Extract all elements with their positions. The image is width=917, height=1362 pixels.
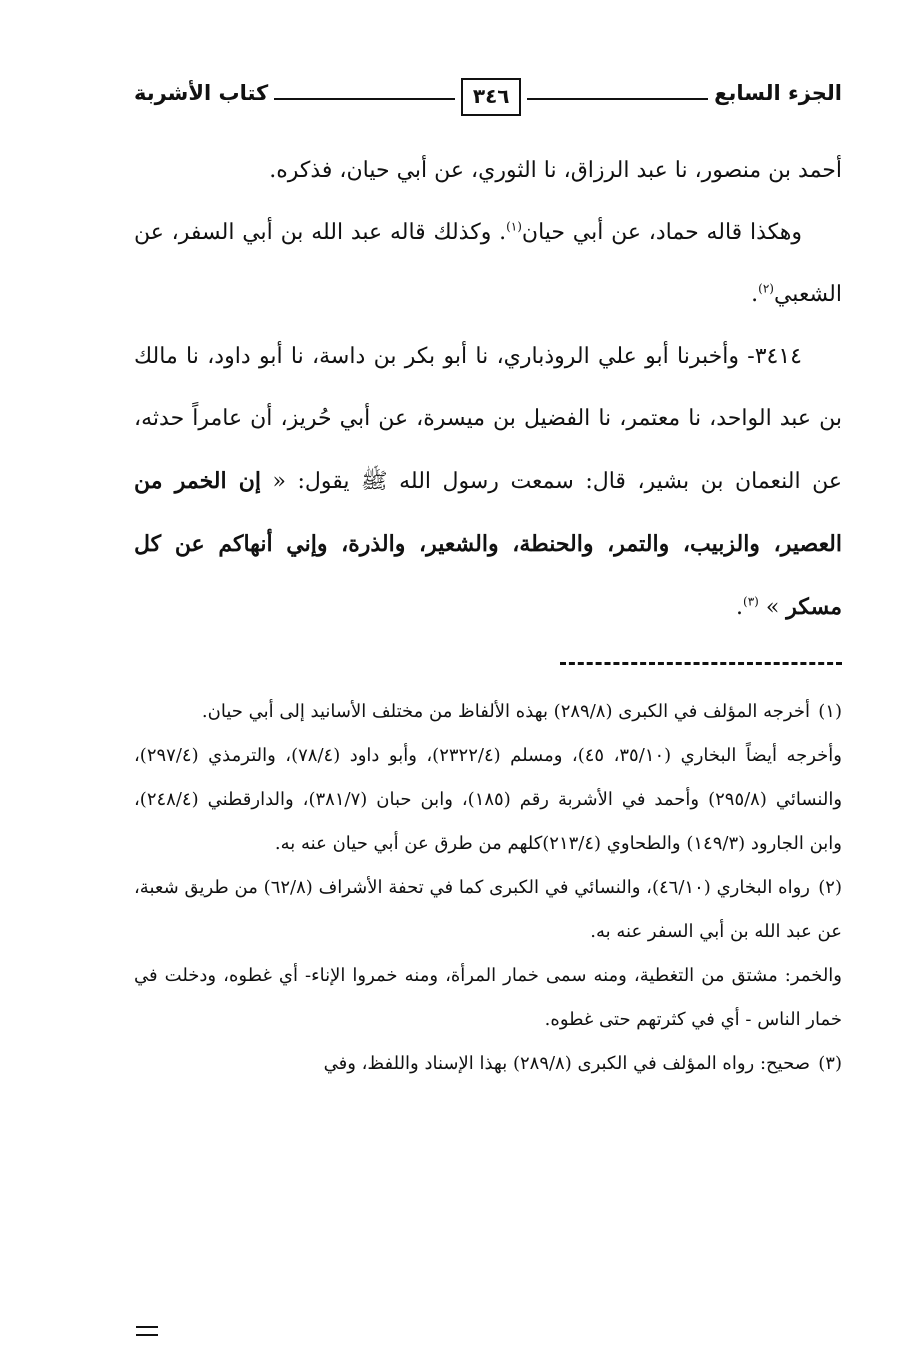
- footnotes: [134, 690, 842, 1086]
- paragraph-2-text-a: وهكذا قاله حماد، عن أبي حيان: [521, 220, 802, 245]
- header-rule-right: [527, 98, 708, 100]
- footnote-3-number: (٣): [818, 1053, 842, 1074]
- page-header: [134, 64, 842, 122]
- page-number: ٣٤٦: [461, 78, 522, 116]
- footnote-1-number: (١): [818, 701, 842, 722]
- paragraph-2-text-b: . وكذلك قاله عبد الله بن أبي السفر، عن الشعبي: [134, 220, 842, 307]
- continuation-mark: [136, 1326, 158, 1336]
- paragraph-1: [134, 140, 842, 202]
- paragraph-3: [134, 326, 842, 639]
- paragraph-3-text-a: ٣٤١٤- وأخبرنا أبو علي الروذباري، نا أبو بكر بن داسة، نا أبو داود، نا مالك بن عبد الواحد، نا معتمر، نا الفضيل بن ميسرة، عن أبي حُريز، أن عامراً حدثه، عن النعمان بن بشير، قال: سمعت رسول الله ﷺ يقول: «: [134, 344, 842, 494]
- footnote-2: [134, 866, 842, 954]
- footnote-1-continued: [134, 734, 842, 866]
- volume-label: الجزء السابع: [714, 81, 842, 105]
- footnote-1: [134, 690, 842, 734]
- footnote-2-text-b: والخمر: مشتق من التغطية، ومنه سمى خمار المرأة، ومنه خمروا الإناء- أي غطوه، ودخلت في خمار الناس - أي في كثرتهم حتى غطوه.: [134, 965, 842, 1030]
- footnote-1-text-b: وأخرجه أيضاً البخاري (٣٥/١٠، ٤٥)، ومسلم (٢٣٢٢/٤)، وأبو داود (٧٨/٤)، والترمذي (٢٩٧/٤)، والنسائي (٢٩٥/٨) وأحمد في الأشربة رقم (١٨٥)، وابن حبان (٣٨١/٧)، والدارقطني (٢٤٨/٤)، وابن الجارود (١٤٩/٣) والطحاوي (٢١٣/٤)كلهم من طرق عن أبي حيان عنه به.: [134, 745, 843, 854]
- footnote-separator: [560, 662, 842, 665]
- paragraph-3-end: .: [736, 595, 744, 620]
- paragraph-3-text-b: »: [758, 595, 787, 620]
- hadith-text: إن الخمر من العصير، والزبيب، والتمر، والحنطة، والشعير، والذرة، وإني أنهاكم عن كل مسكر: [134, 468, 842, 620]
- footnote-2-number: (٢): [818, 877, 842, 898]
- book-title: كتاب الأشربة: [133, 81, 269, 105]
- footnote-ref-2[interactable]: (٢): [758, 281, 774, 296]
- footnote-3: [134, 1042, 842, 1086]
- main-text: [134, 140, 842, 639]
- footnote-2-text: رواه البخاري (٤٦/١٠)، والنسائي في الكبرى كما في تحفة الأشراف (٦٢/٨) من طريق شعبة، عن عبد الله بن أبي السفر عنه به.: [134, 877, 842, 942]
- footnote-ref-3[interactable]: (٣): [743, 594, 759, 609]
- footnote-3-text: صحيح: رواه المؤلف في الكبرى (٢٨٩/٨) بهذا الإسناد واللفظ، وفي: [323, 1053, 810, 1074]
- footnote-1-text: أخرجه المؤلف في الكبرى (٢٨٩/٨) بهذه الألفاظ من مختلف الأسانيد إلى أبي حيان.: [201, 701, 810, 722]
- header-rule-left: [274, 98, 455, 100]
- paragraph-2: [134, 202, 842, 326]
- paragraph-1-text: أحمد بن منصور، نا عبد الرزاق، نا الثوري، عن أبي حيان، فذكره.: [269, 158, 842, 183]
- footnote-2-continued: [134, 954, 842, 1042]
- paragraph-2-end: .: [751, 282, 759, 307]
- footnote-ref-1[interactable]: (١): [506, 219, 522, 234]
